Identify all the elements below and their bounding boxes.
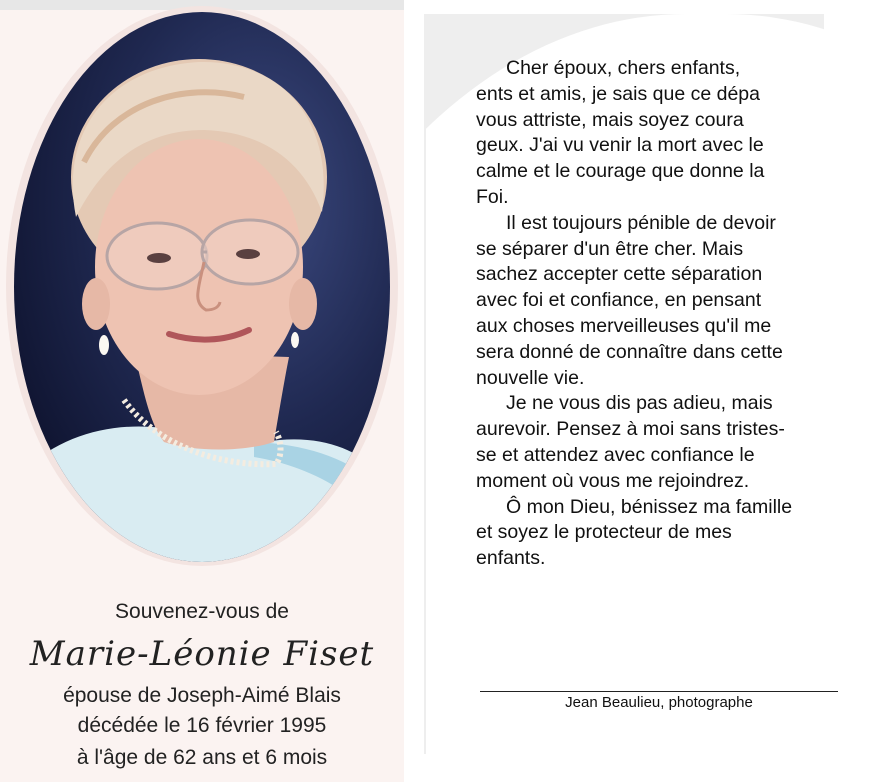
verse-line: et soyez le protecteur de mes — [476, 521, 732, 544]
verse-line: calme et le courage que donne la — [476, 160, 765, 183]
spouse-line: épouse de Joseph-Aimé Blais — [63, 684, 341, 707]
verse-line: geux. J'ai vu venir la mort avec le — [476, 134, 764, 157]
farewell-verse — [476, 56, 838, 572]
verse-line: Il est toujours pénible de devoir — [506, 211, 776, 234]
verse-line: Ô mon Dieu, bénissez ma famille — [506, 495, 793, 518]
verse-line: moment où vous me rejoindrez. — [476, 469, 750, 492]
remember-intro: Souvenez-vous de — [115, 600, 289, 623]
portrait-illustration — [14, 12, 390, 562]
memorial-card-front — [0, 0, 404, 782]
verse-line: aux choses merveilleuses qu'il me — [476, 314, 772, 337]
verse-line: enfants. — [476, 547, 546, 570]
verse-line: vous attriste, mais soyez coura — [476, 108, 744, 131]
age-line: à l'âge de 62 ans et 6 mois — [76, 746, 328, 769]
verse-line: Foi. — [476, 185, 509, 208]
credit-divider — [480, 691, 838, 692]
photographer-credit: Jean Beaulieu, photographe — [565, 694, 753, 711]
portrait-photo — [14, 12, 390, 562]
verse-line: nouvelle vie. — [476, 366, 585, 389]
verse-line: se et attendez avec confiance le — [476, 443, 755, 466]
verse-line: sera donné de connaître dans cette — [476, 340, 783, 363]
verse-line: Cher époux, chers enfants, — [506, 57, 741, 79]
verse-line: Je ne vous dis pas adieu, mais — [506, 392, 773, 415]
deceased-name: Marie-Léonie Fiset — [29, 634, 375, 674]
verse-line: sachez accepter cette séparation — [476, 263, 763, 286]
verse-line: aurevoir. Pensez à moi sans tristes- — [476, 418, 785, 441]
verse-line: se séparer d'un être cher. Mais — [476, 237, 744, 260]
verse-line: avec foi et confiance, en pensant — [476, 289, 762, 312]
death-date-line: décédée le 16 février 1995 — [77, 714, 327, 737]
verse-line: ents et amis, je sais que ce dépa — [476, 82, 760, 105]
